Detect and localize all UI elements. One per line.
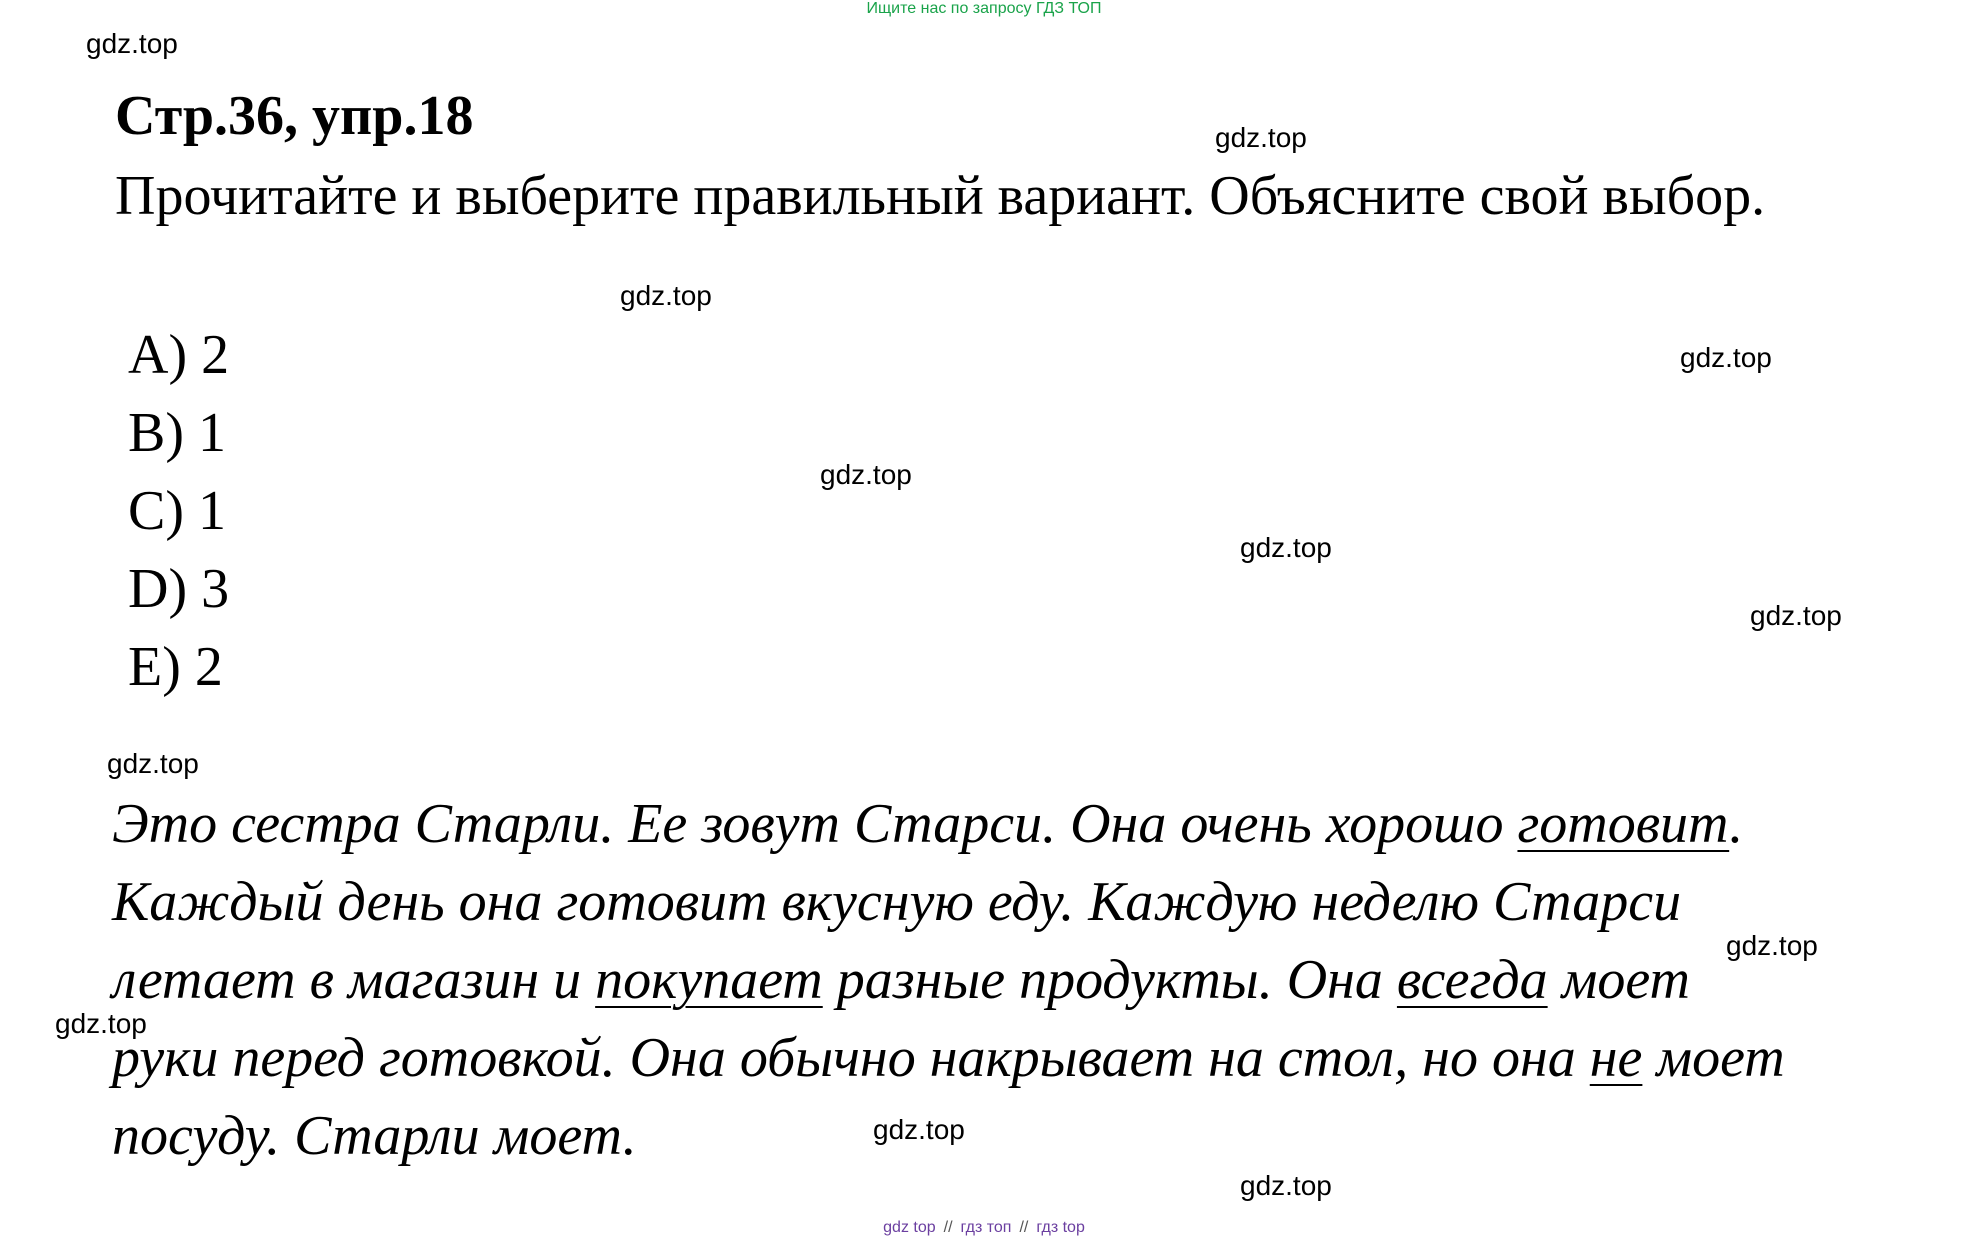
- text-segment: моет: [1547, 949, 1690, 1011]
- answer-item: D) 3: [128, 558, 230, 620]
- separator: //: [943, 1219, 953, 1236]
- text-segment: посуду. Старли моет.: [112, 1105, 637, 1167]
- instruction: Прочитайте и выберите правильный вариант. Объясните свой выбор.: [115, 165, 1766, 227]
- underlined-word: готовит: [1517, 793, 1730, 855]
- watermark: gdz.top: [1240, 532, 1332, 563]
- underlined-word: не: [1589, 1027, 1643, 1089]
- watermark: gdz.top: [1680, 342, 1772, 373]
- watermark: gdz.top: [1240, 1170, 1332, 1201]
- text-segment: разные продукты. Она: [822, 949, 1397, 1011]
- answer-item: C) 1: [128, 480, 226, 542]
- text-segment: Каждый день она готовит вкусную еду. Каждую неделю Старси: [112, 871, 1682, 933]
- text-segment: .: [1729, 793, 1744, 855]
- answer-item: E) 2: [128, 636, 223, 698]
- text-line: [112, 863, 1785, 941]
- answer-list: [128, 316, 229, 706]
- watermark: gdz.top: [1750, 600, 1842, 631]
- bottom-link[interactable]: гдз топ: [960, 1219, 1012, 1236]
- text-segment: руки перед готовкой. Она обычно накрывает на стол, но она: [112, 1027, 1590, 1089]
- underlined-word: всегда: [1396, 949, 1548, 1011]
- bottom-link[interactable]: gdz top: [883, 1219, 936, 1236]
- answer-item: A) 2: [128, 324, 230, 386]
- watermark: gdz.top: [1726, 930, 1818, 961]
- watermark: gdz.top: [820, 459, 912, 490]
- bottom-banner: [0, 1219, 1968, 1237]
- text-line: [112, 1097, 1785, 1175]
- text-segment: моет: [1642, 1027, 1785, 1089]
- text-segment: летает в магазин и: [112, 949, 596, 1011]
- text-line: [112, 785, 1785, 863]
- watermark: gdz.top: [873, 1114, 965, 1145]
- watermark: gdz.top: [86, 28, 178, 59]
- watermark: gdz.top: [620, 280, 712, 311]
- text-line: [112, 1019, 1785, 1097]
- watermark: gdz.top: [107, 748, 199, 779]
- reading-text: [112, 785, 1785, 1175]
- underlined-word: покупает: [595, 949, 823, 1011]
- top-banner: Ищите нас по запросу ГДЗ ТОП: [866, 0, 1102, 17]
- text-segment: Это сестра Старли. Ее зовут Старси. Она очень хорошо: [112, 793, 1518, 855]
- separator: //: [1019, 1219, 1029, 1236]
- watermark: gdz.top: [55, 1008, 147, 1039]
- watermark: gdz.top: [1215, 122, 1307, 153]
- bottom-link[interactable]: гдз top: [1036, 1219, 1085, 1236]
- page-title: Стр.36, упр.18: [115, 85, 474, 147]
- text-line: [112, 941, 1785, 1019]
- answer-item: B) 1: [128, 402, 226, 464]
